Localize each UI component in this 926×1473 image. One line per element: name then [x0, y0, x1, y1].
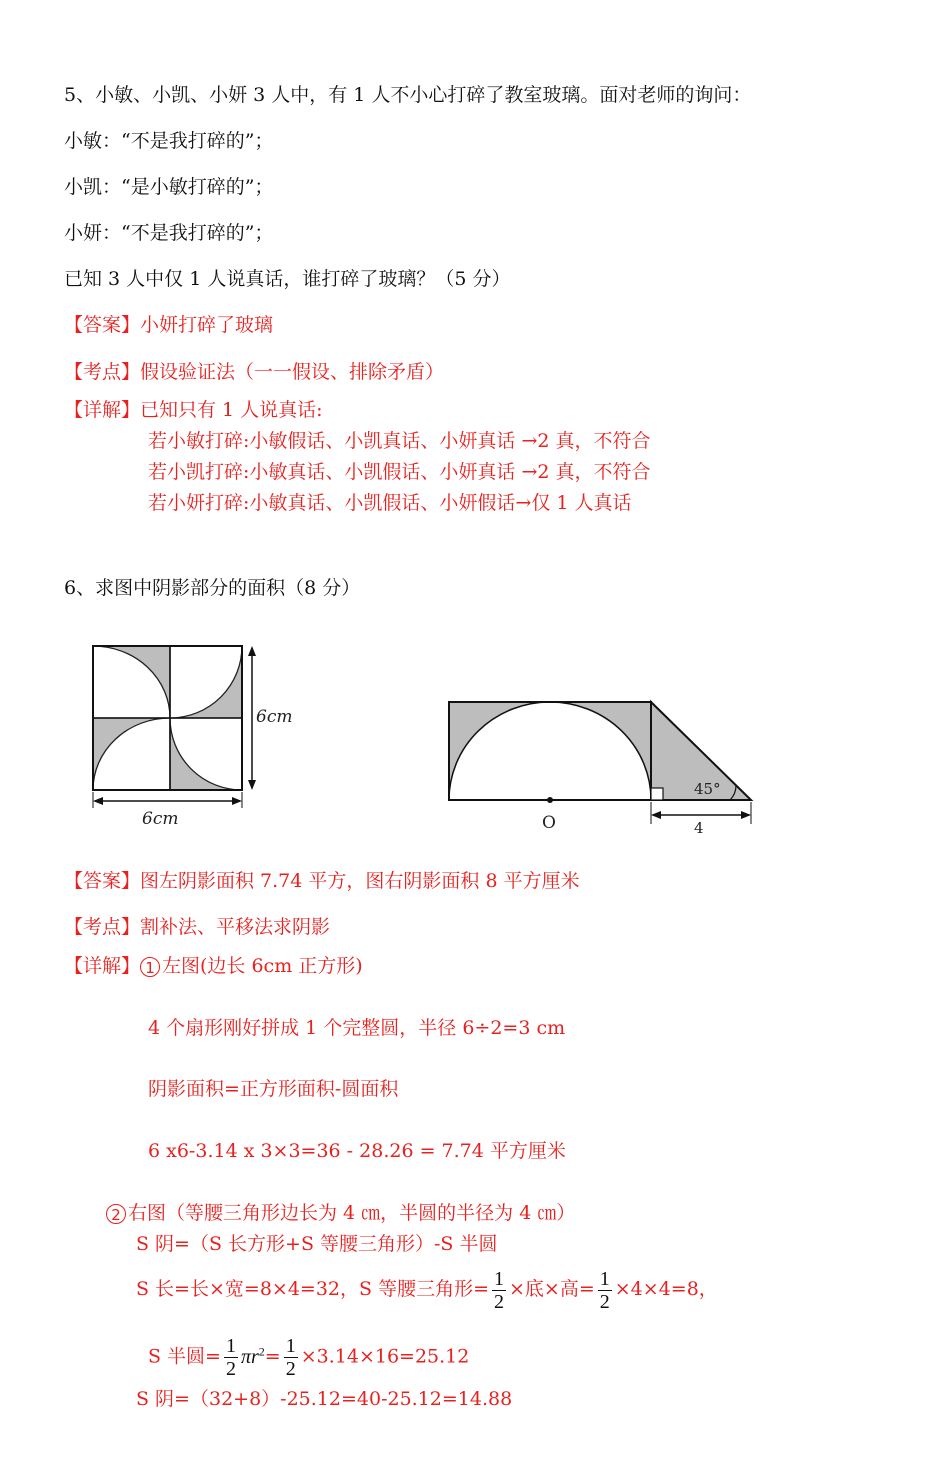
q6-detail-step1 [64, 954, 363, 978]
q6-answer [64, 869, 580, 893]
answer-text: 小妍打碎了玻璃 [140, 314, 274, 336]
point-text: 假设验证法（一一假设、排除矛盾） [140, 361, 445, 383]
q5-answer [64, 313, 273, 337]
step2-semi-eq: = [264, 1345, 281, 1368]
step1-circled-number: 1 [140, 957, 160, 977]
center-dot [547, 797, 553, 803]
left-bottom-label: 6cm [142, 809, 179, 829]
step2-circled-number: 2 [106, 1204, 126, 1224]
figure-left [80, 636, 310, 836]
q5-point [64, 360, 444, 384]
q5-question: 5、小敏、小凯、小妍 3 人中，有 1 人不小心打碎了教室玻璃。面对老师的询问： [64, 84, 752, 106]
left-side-label: 6cm [256, 707, 293, 727]
step2-rect-prefix: S 长=长×宽=8×4=32，S 等腰三角形= [136, 1278, 489, 1300]
pi-r-squared: $\pi r^2$ [240, 1344, 265, 1368]
step1-line-2: 阴影面积=正方形面积-圆面积 [148, 1078, 399, 1100]
q6-detail-step2 [106, 1201, 575, 1225]
answer-tag: 【答案】 [64, 870, 141, 892]
step2-semi-line [148, 1326, 470, 1381]
angle-label: 45° [694, 780, 721, 798]
center-label: O [542, 813, 556, 833]
answer-tag: 【答案】 [64, 314, 141, 336]
detail-tag: 【详解】 [64, 399, 141, 421]
point-tag: 【考点】 [64, 361, 141, 383]
fraction-half: $\frac{1}{2}$ [599, 1267, 610, 1313]
step2-semi-end: ×3.14×16=25.12 [300, 1345, 470, 1368]
step2-tri-mid: ×底×高= [509, 1278, 595, 1300]
figure-right [440, 690, 760, 840]
step2-semi-prefix: S 半圆= [148, 1345, 221, 1368]
detail-intro: 已知只有 1 人说真话: [140, 399, 323, 421]
answer-text: 图左阴影面积 7.74 平方，图右阴影面积 8 平方厘米 [140, 870, 580, 892]
fraction-half: $\frac{1}{2}$ [494, 1267, 504, 1313]
q5-statement-xiaoyan: 小妍：“不是我打碎的”； [64, 222, 274, 244]
q5-ask: 已知 3 人中仅 1 人说真话，谁打碎了玻璃？（5 分） [64, 268, 511, 290]
step2-title: 右图（等腰三角形边长为 4 ㎝，半圆的半径为 4 ㎝） [128, 1202, 576, 1224]
step2-final: S 阴=（32+8）-25.12=40-25.12=14.88 [136, 1388, 513, 1410]
point-tag: 【考点】 [64, 916, 141, 938]
base-label: 4 [694, 819, 704, 837]
q5-detail [64, 398, 323, 422]
point-text: 割补法、平移法求阴影 [140, 916, 331, 938]
detail-tag: 【详解】 [64, 955, 141, 977]
fraction-half: $\frac{1}{2}$ [285, 1335, 296, 1381]
fraction-half: $\frac{1}{2}$ [225, 1335, 236, 1381]
q5-case-3: 若小妍打碎:小敏真话、小凯假话、小妍假话→仅 1 人真话 [148, 492, 632, 514]
step2-tri-end: ×4×4=8， [614, 1278, 718, 1300]
q6-point [64, 915, 330, 939]
step2-formula: S 阴=（S 长方形+S 等腰三角形）-S 半圆 [136, 1233, 498, 1255]
step1-line-1: 4 个扇形刚好拼成 1 个完整圆，半径 6÷2=3 cm [148, 1017, 566, 1039]
q5-case-2: 若小凯打碎:小敏真话、小凯假话、小妍真话 →2 真，不符合 [148, 461, 651, 483]
step1-title: 左图(边长 6cm 正方形) [162, 955, 363, 977]
q5-statement-xiaomin: 小敏：“不是我打碎的”； [64, 130, 274, 152]
step2-rect-tri-line [136, 1264, 718, 1314]
q5-case-1: 若小敏打碎:小敏假话、小凯真话、小妍真话 →2 真，不符合 [148, 430, 651, 452]
q5-statement-xiaokai: 小凯：“是小敏打碎的”； [64, 176, 274, 198]
q6-question: 6、求图中阴影部分的面积（8 分） [64, 577, 361, 599]
step1-line-3: 6 x6-3.14 x 3×3=36 - 28.26 = 7.74 平方厘米 [148, 1140, 566, 1162]
